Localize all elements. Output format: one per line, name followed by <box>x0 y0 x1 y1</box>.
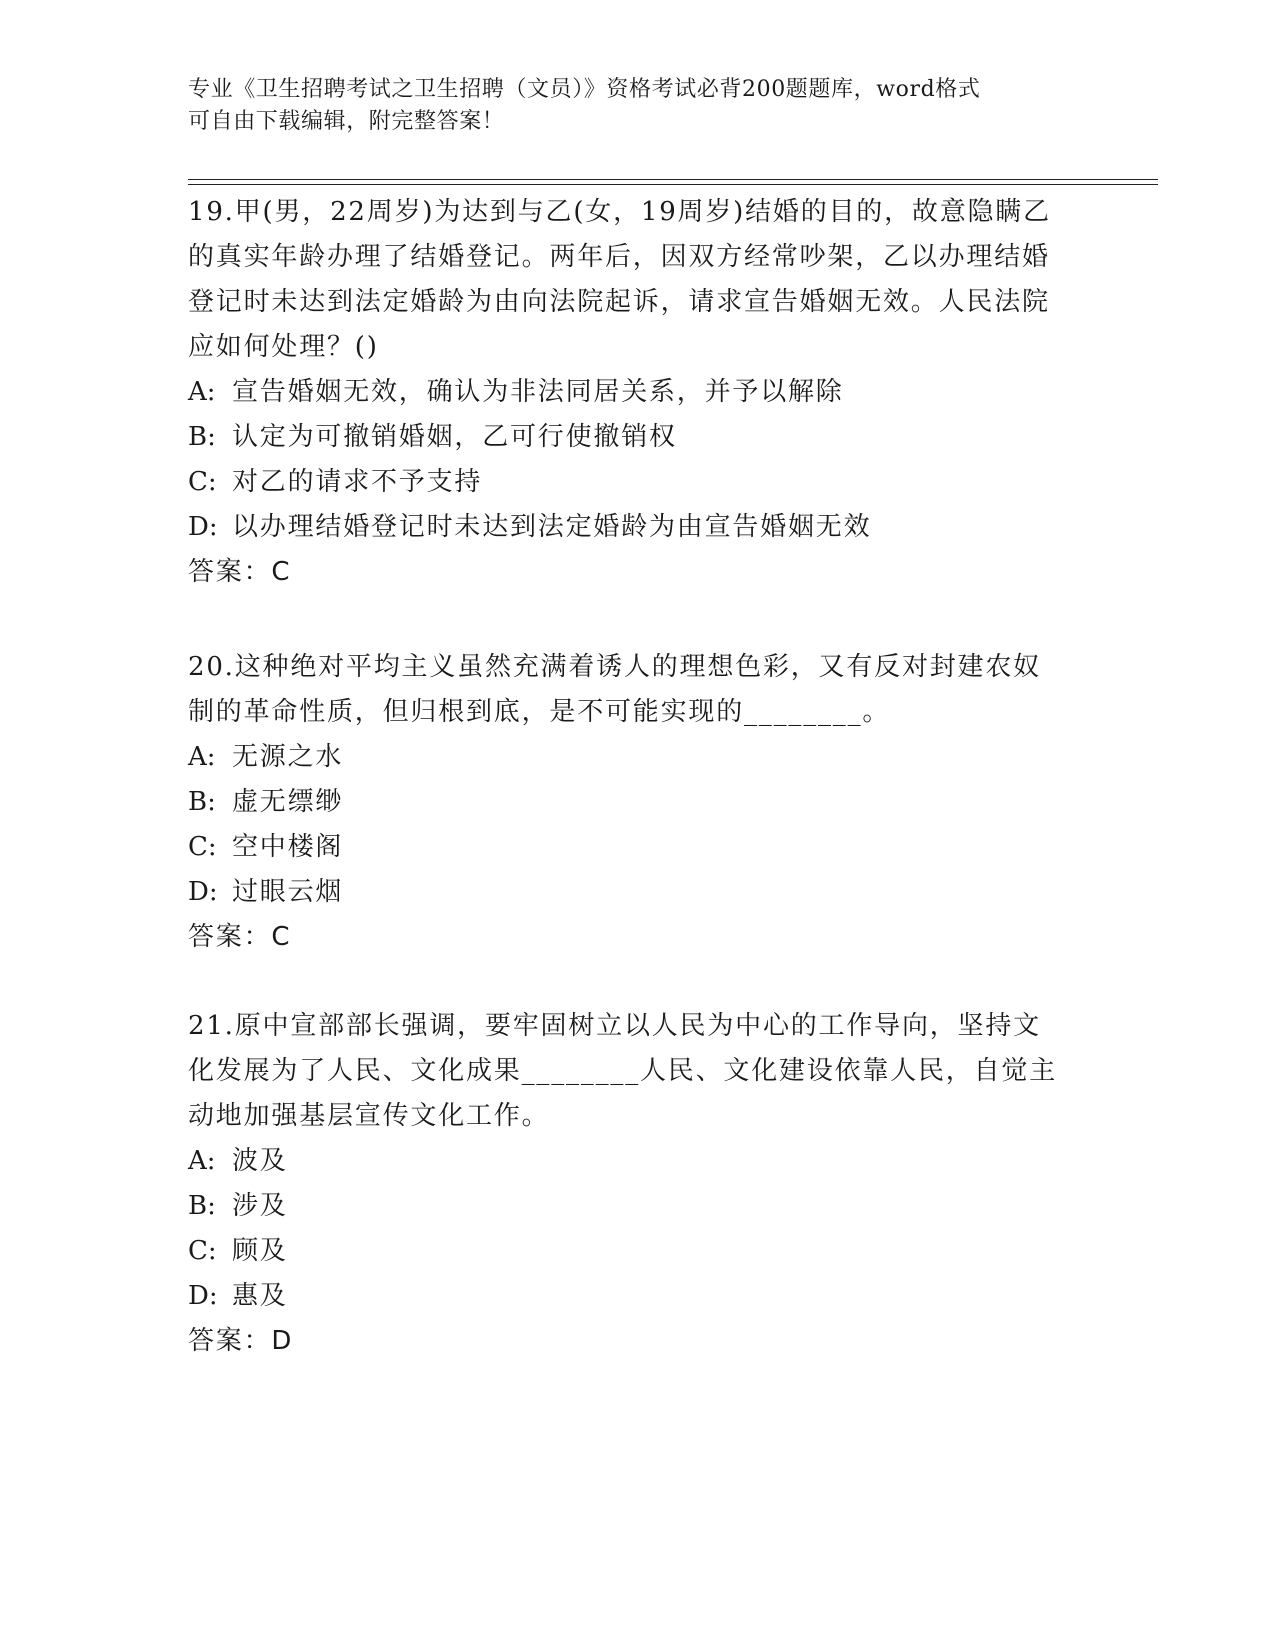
option-text: 惠及 <box>232 1281 288 1311</box>
option-text: 顾及 <box>232 1236 288 1266</box>
question-19 <box>188 190 1068 595</box>
option-d <box>188 870 1068 915</box>
option-letter: C: <box>188 832 217 862</box>
option-d <box>188 505 1068 550</box>
answer-line: 答案：D <box>188 1326 294 1356</box>
answer-line: 答案：C <box>188 922 292 952</box>
option-letter: A: <box>188 1146 216 1176</box>
option-text: 宣告婚姻无效，确认为非法同居关系，并予以解除 <box>232 377 844 407</box>
option-c <box>188 460 1068 505</box>
option-b <box>188 780 1068 825</box>
header-line-1: 专业《卫生招聘考试之卫生招聘（文员）》资格考试必背200题题库，word格式 <box>188 77 981 102</box>
option-text: 空中楼阁 <box>232 832 344 862</box>
question-21 <box>188 1004 1068 1364</box>
option-letter: A: <box>188 377 216 407</box>
header-divider-top <box>188 179 1158 180</box>
answer-line: 答案：C <box>188 557 292 587</box>
question-stem: 20.这种绝对平均主义虽然充满着诱人的理想色彩，又有反对封建农奴制的革命性质，但归根到底，是不可能实现的________。 <box>188 652 1041 727</box>
option-text: 涉及 <box>232 1191 288 1221</box>
option-letter: D: <box>188 512 218 542</box>
option-d <box>188 1274 1068 1319</box>
option-letter: D: <box>188 1281 218 1311</box>
option-text: 波及 <box>232 1146 288 1176</box>
question-stem: 21.原中宣部部长强调，要牢固树立以人民为中心的工作导向，坚持文化发展为了人民、文化成果________人民、文化建设依靠人民，自觉主动地加强基层宣传文化工作。 <box>188 1011 1058 1131</box>
option-letter: D: <box>188 877 218 907</box>
option-a <box>188 735 1068 780</box>
document-header <box>188 74 1068 138</box>
option-text: 过眼云烟 <box>232 877 344 907</box>
option-letter: C: <box>188 1236 217 1266</box>
option-letter: C: <box>188 467 217 497</box>
question-stem: 19.甲(男，22周岁)为达到与乙(女，19周岁)结婚的目的，故意隐瞒乙的真实年龄办理了结婚登记。两年后，因双方经常吵架，乙以办理结婚登记时未达到法定婚龄为由向法院起诉，请求宣告婚姻无效。人民法院应如何处理？() <box>188 197 1051 362</box>
option-c <box>188 1229 1068 1274</box>
option-text: 对乙的请求不予支持 <box>232 467 483 497</box>
option-a <box>188 370 1068 415</box>
option-text: 虚无缥缈 <box>232 787 344 817</box>
header-divider-bottom <box>188 184 1158 185</box>
option-letter: B: <box>188 422 216 452</box>
option-a <box>188 1139 1068 1184</box>
option-text: 认定为可撤销婚姻，乙可行使撤销权 <box>232 422 677 452</box>
header-line-2: 可自由下载编辑，附完整答案！ <box>188 109 505 134</box>
option-letter: A: <box>188 742 216 772</box>
option-letter: B: <box>188 1191 216 1221</box>
option-c <box>188 825 1068 870</box>
option-b <box>188 1184 1068 1229</box>
option-text: 以办理结婚登记时未达到法定婚龄为由宣告婚姻无效 <box>232 512 872 542</box>
question-20 <box>188 645 1068 960</box>
option-text: 无源之水 <box>232 742 344 772</box>
option-letter: B: <box>188 787 216 817</box>
option-b <box>188 415 1068 460</box>
